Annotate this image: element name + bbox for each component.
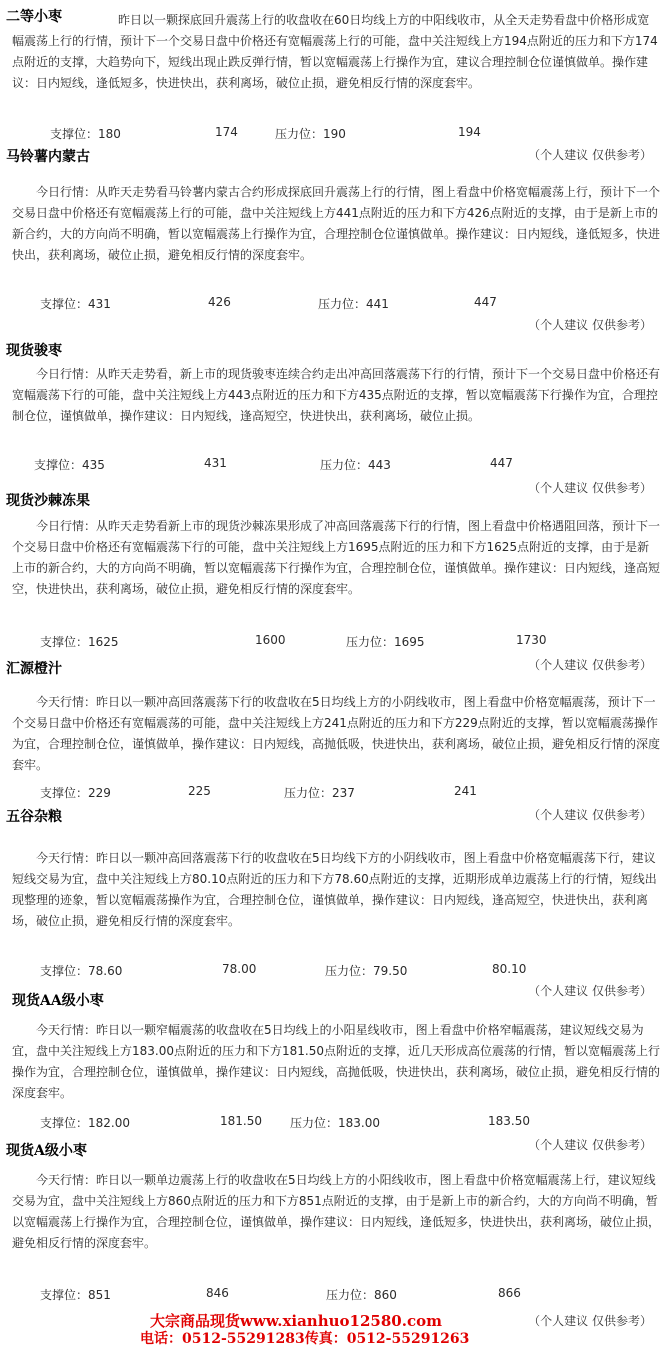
support-level-2: 426 (208, 295, 231, 309)
disclaimer-note-bottom: （个人建议 仅供参考） (528, 318, 652, 332)
footer-contact: 电话：0512-55291283传真：0512-55291263 (140, 1331, 470, 1347)
support-level: 支撑位：229 (40, 786, 111, 800)
section-body: 今天行情：昨日以一颗单边震荡上行的收盘收在5日均线上方的小阳线收市，图上看盘中价格宽幅震荡上行，建议短线交易为宜，盘中关注短线上方860点附近的压力和下方851点附近的支撑，由于是新上市的新合约，大的方向尚不明确，暂以宽幅震荡上行操作为宜，合理控制仓位，谨慎做单，操作建议：日内短线，逢低短多，快进快出，获利离场，破位止损，避免相反行情的深度套牢。 (12, 1173, 661, 1250)
section-title: 五谷杂粮 (6, 809, 62, 825)
section-body: 今日行情：从昨天走势看新上市的现货沙棘冻果形成了冲高回落震荡下行的行情，图上看盘中价格遇阻回落，预计下一个交易日盘中价格还有宽幅震荡下行的可能，盘中关注短线上方1695点附近的压力和下方1625点附近的支撑，由于是新上市的新合约，大的方向尚不明确，暂以宽幅震荡下行操作为宜，合理控制仓位，谨慎做单。操作建议：日内短线，逢高短空，快进快出，获利离场，破位止损，避免相反行情的深度套牢。 (12, 519, 661, 596)
support-level: 支撑位：1625 (40, 635, 119, 649)
disclaimer-note: （个人建议 仅供参考） (528, 148, 652, 162)
resist-level: 压力位：441 (318, 297, 389, 311)
support-level-2: 1600 (255, 633, 286, 647)
support-level: 支撑位：182.00 (40, 1116, 130, 1130)
support-level-2: 225 (188, 784, 211, 798)
section-body: 今天行情：昨日以一颗冲高回落震荡下行的收盘收在5日均线下方的小阴线收市，图上看盘中价格宽幅震荡下行，建议短线交易为宜，盘中关注短线上方80.10点附近的压力和下方78.60点附近的支撑，近期形成单边震荡上行的行情，短线出现整理的迹象，暂以宽幅震荡操作为宜，合理控制仓位，谨慎做单，操作建议：日内短线，逢高短空，快进快出，获利离场，破位止损，避免相反行情的深度套牢。 (12, 851, 657, 928)
resist-level-2: 1730 (516, 633, 547, 647)
resist-level-2: 80.10 (492, 962, 527, 976)
disclaimer-note: （个人建议 仅供参考） (528, 658, 652, 672)
resist-level-2: 447 (474, 295, 497, 309)
section-title: 二等小枣 (6, 9, 62, 25)
section-title: 现货A级小枣 (6, 1143, 87, 1159)
resist-level: 压力位：1695 (346, 635, 425, 649)
support-level: 支撑位：435 (34, 458, 105, 472)
support-level: 支撑位：180 (50, 127, 121, 141)
support-level: 支撑位：851 (40, 1288, 111, 1302)
resist-level-2: 241 (454, 784, 477, 798)
support-level: 支撑位：78.60 (40, 964, 123, 978)
section-body: 今日行情：从昨天走势看马铃薯内蒙古合约形成探底回升震荡上行的行情，图上看盘中价格宽幅震荡上行，预计下一个交易日盘中价格还有宽幅震荡上行的可能，盘中关注短线上方441点附近的压力和下方426点附近的支撑，由于是新上市的新合约，大的方向尚不明确，暂以宽幅震荡上行操作为宜，合理控制仓位谨慎做单。操作建议：日内短线，逢低短多，快进快出，获利离场，破位止损，避免相反行情的深度套牢。 (12, 185, 661, 262)
support-level-2: 846 (206, 1286, 229, 1300)
footer (0, 1310, 670, 1349)
resist-level: 压力位：190 (275, 127, 346, 141)
support-level-2: 78.00 (222, 962, 257, 976)
resist-level-2: 183.50 (488, 1114, 530, 1128)
section-body: 今天行情：昨日以一颗冲高回落震荡下行的收盘收在5日均线上方的小阴线收市，图上看盘中价格宽幅震荡，预计下一个交易日盘中价格还有宽幅震荡的可能，盘中关注短线上方241点附近的压力和下方229点附近的支撑，暂以宽幅震荡操作为宜，合理控制仓位，谨慎做单，操作建议：日内短线，高抛低吸，快进快出，获利离场，破位止损，避免相反行情的深度套牢。 (12, 695, 661, 772)
support-level-2: 174 (215, 125, 238, 139)
section-title: 汇源橙汁 (6, 661, 62, 677)
section-title: 现货骏枣 (6, 343, 62, 359)
section-body: 今天行情：昨日以一颗窄幅震荡的收盘收在5日均线上的小阳星线收市，图上看盘中价格窄幅震荡，建议短线交易为宜，盘中关注短线上方183.00点附近的压力和下方181.50点附近的支撑，近几天形成高位震荡的行情，暂以宽幅震荡上行操作为宜，合理控制仓位，谨慎做单，操作建议：日内短线，高抛低吸，快进快出，获利离场，破位止损，避免相反行情的深度套牢。 (12, 1023, 661, 1100)
resist-level-2: 866 (498, 1286, 521, 1300)
section-title: 马铃薯内蒙古 (6, 149, 90, 165)
resist-level: 压力位：79.50 (325, 964, 408, 978)
support-level-2: 431 (204, 456, 227, 470)
disclaimer-note: （个人建议 仅供参考） (528, 1314, 652, 1328)
disclaimer-note: （个人建议 仅供参考） (528, 481, 652, 495)
resist-level-2: 447 (490, 456, 513, 470)
resist-level: 压力位：860 (326, 1288, 397, 1302)
section-title: 现货沙棘冻果 (6, 493, 90, 509)
resist-level: 压力位：443 (320, 458, 391, 472)
section-title: 现货AA级小枣 (12, 993, 104, 1009)
support-level: 支撑位：431 (40, 297, 111, 311)
support-level-2: 181.50 (220, 1114, 262, 1128)
resist-level: 压力位：237 (284, 786, 355, 800)
resist-level-2: 194 (458, 125, 481, 139)
section-body: 昨日以一颗探底回升震荡上行的收盘收在60日均线上方的中阳线收市，从全天走势看盘中价格形成宽幅震荡上行的行情，预计下一个交易日盘中价格还有宽幅震荡上行的可能，盘中关注短线上方194点附近的压力和下方174点附近的支撑，大趋势向下，短线出现止跌反弹行情，暂以宽幅震荡上行操作为宜，建议合理控制仓位谨慎做单。操作建议：日内短线，逢低短多，快进快出，获利离场，破位止损，避免相反行情的深度套牢。 (12, 13, 658, 90)
resist-level: 压力位：183.00 (290, 1116, 380, 1130)
disclaimer-note-bottom: （个人建议 仅供参考） (528, 984, 652, 998)
section-body: 今日行情：从昨天走势看，新上市的现货骏枣连续合约走出冲高回落震荡下行的行情，预计下一个交易日盘中价格还有宽幅震荡下行的可能，盘中关注短线上方443点附近的压力和下方435点附近的支撑，暂以宽幅震荡下行操作为宜，合理控制仓位，谨慎做单，操作建议：日内短线，逢高短空，快进快出，获利离场，破位止损。 (12, 367, 661, 423)
disclaimer-note: （个人建议 仅供参考） (528, 808, 652, 822)
disclaimer-note: （个人建议 仅供参考） (528, 1138, 652, 1152)
footer-site: 大宗商品现货www.xianhuo12580.com (150, 1312, 442, 1330)
